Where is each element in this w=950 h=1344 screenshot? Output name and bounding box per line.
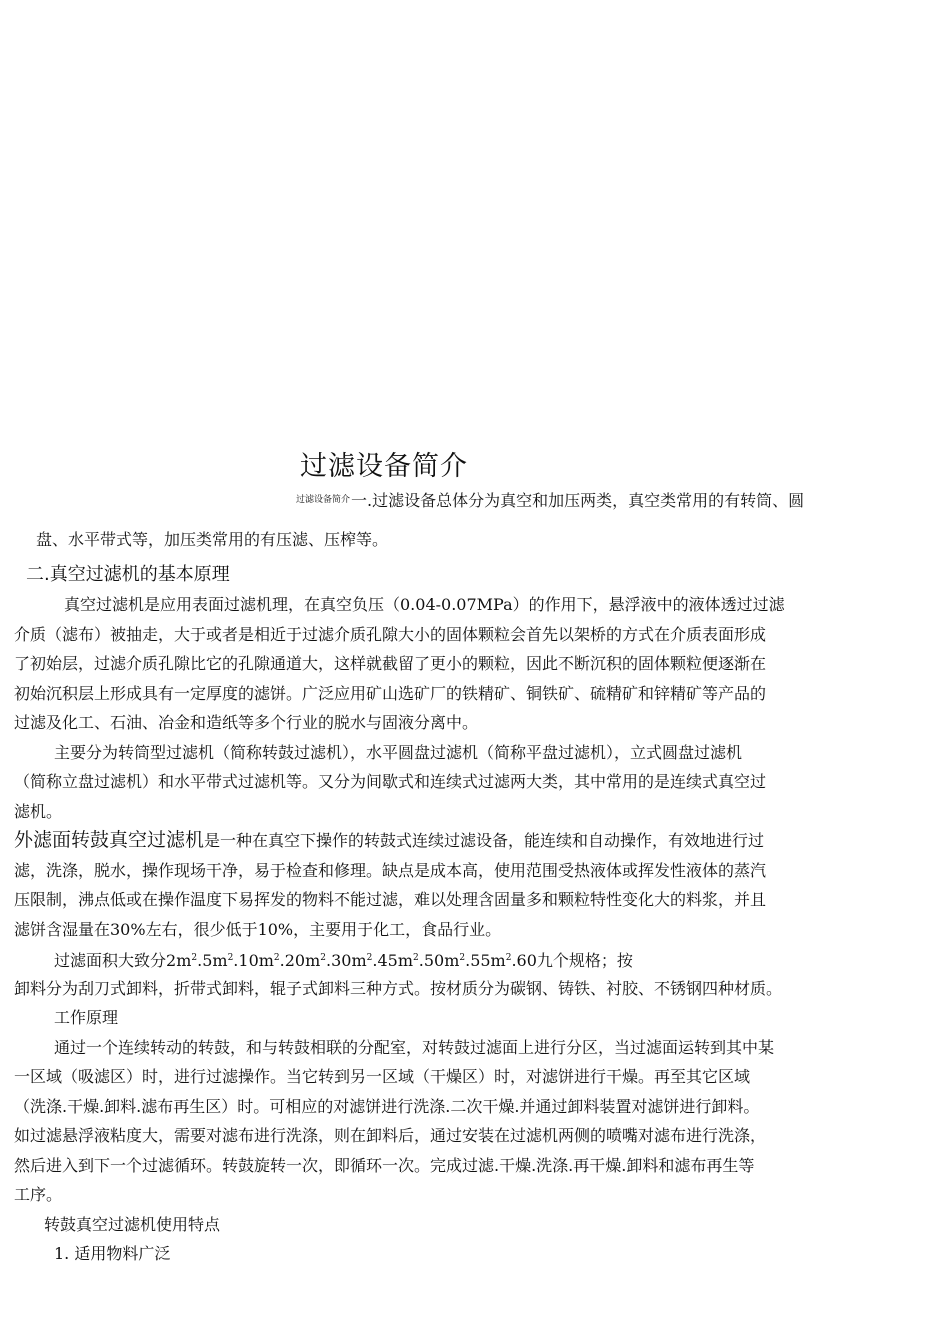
para-d-line: 工序。 [14, 1185, 63, 1204]
area-item: 5m [202, 951, 228, 970]
para-d-line: 如过滤悬浮液粘度大，需要对滤布进行洗涤，则在卸料后，通过安装在过滤机两侧的喷嘴对滤布进行洗涤， [14, 1126, 767, 1145]
small-heading-note: 过滤设备简介 [296, 495, 351, 505]
area-item: 50m [423, 951, 460, 970]
para-c-text: 是一种在真空下操作的转鼓式连续过滤设备，能连续和自动操作，有效地进行过 [204, 831, 765, 850]
section-heading-vacuum: 二.真空过滤机的基本原理 [26, 564, 230, 585]
para-c-line [14, 826, 785, 856]
area-sup: 2 [320, 953, 327, 963]
para-c-line: 滤饼含湿量在30%左右，很少低于10%，主要用于化工，食品行业。 [14, 919, 502, 939]
area-prefix: 过滤面积大致分 [54, 951, 167, 970]
area-item: 10m [238, 951, 274, 970]
para-b-line: 主要分为转筒型过滤机（简称转鼓过滤机），水平圆盘过滤机（简称平盘过滤机），立式圆盘过滤机 [54, 742, 743, 762]
area-item: 45m [377, 951, 413, 970]
work-principle-heading: 工作原理 [54, 1008, 119, 1027]
para-d-line: 一区域（吸滤区）时，进行过滤操作。当它转到另一区域（干燥区）时，对滤饼进行干燥。再至其它区域 [14, 1067, 751, 1086]
intro-line-2: 盘、水平带式等，加压类常用的有压滤、压榨等。 [36, 530, 389, 549]
para-d-line: （洗涤.干燥.卸料.滤布再生区）时。可相应的对滤饼进行洗涤.二次干燥.并通过卸料装置对滤饼进行卸料。 [14, 1096, 760, 1116]
area-sup: 2 [413, 953, 419, 963]
area-suffix: 60九个规格；按 [516, 951, 633, 970]
intro-line-1: 一.过滤设备总体分为真空和加压两类，真空类常用的有转筒、圆 [351, 491, 805, 510]
intro-paragraph [296, 488, 926, 513]
para-d-line: 通过一个连续转动的转鼓，和与转鼓相联的分配室，对转鼓过滤面上进行分区，当过滤面运转到其中某 [54, 1037, 775, 1057]
page-title: 过滤设备简介 [300, 451, 468, 482]
para-c-lead: 外滤面转鼓真空过滤机 [14, 829, 205, 851]
para-a-line: 介质（滤布）被抽走，大于或者是相近于过滤介质孔隙大小的固体颗粒会首先以架桥的方式在介质表面形成 [14, 624, 767, 644]
feature-item: 1. 适用物料广泛 [54, 1244, 171, 1263]
body-text [14, 590, 785, 1269]
area-sup: 2 [227, 953, 234, 963]
area-sup: 2 [366, 953, 373, 963]
area-sup: 2 [191, 953, 198, 963]
area-item: 20m [284, 951, 321, 970]
para-a-line: 真空过滤机是应用表面过滤机理，在真空负压（0.04-0.07MPa）的作用下，悬浮液中的液体透过过滤 [64, 595, 785, 614]
area-item: 55m [470, 951, 506, 970]
para-b-line: （简称立盘过滤机）和水平带式过滤机等。又分为间歇式和连续式过滤两大类，其中常用的是连续式真空过 [14, 772, 767, 791]
para-c-line: 压限制，沸点低或在操作温度下易挥发的物料不能过滤，难以处理含固量多和颗粒特性变化大的料浆，并且 [14, 890, 767, 909]
para-a-line: 过滤及化工、石油、冶金和造纸等多个行业的脱水与固液分离中。 [14, 713, 479, 732]
para-c-line: 滤，洗涤，脱水，操作现场干净，易于检查和修理。缺点是成本高，使用范围受热液体或挥发性液体的蒸汽 [14, 860, 767, 880]
para-d-line: 然后进入到下一个过滤循环。转鼓旋转一次，即循环一次。完成过滤.干燥.洗涤.再干燥.卸料和滤布再生等 [14, 1155, 755, 1175]
area-item: 2m [166, 951, 192, 970]
area-spec-line: 过滤面积大致分$2m^2.5m^2.10m^2.20m^2.30m^2.45m^2.50m^2.55m^2.60$九个规格；按 [54, 951, 633, 970]
para-a-line: 初始沉积层上形成具有一定厚度的滤饼。广泛应用矿山选矿厂的铁精矿、铜铁矿、硫精矿和锌精矿等产品的 [14, 683, 767, 703]
area-sup: 2 [459, 953, 466, 963]
para-a-line: 了初始层，过滤介质孔隙比它的孔隙通道大，这样就截留了更小的颗粒，因此不断沉积的固体颗粒便逐渐在 [14, 654, 767, 673]
area-item: 30m [331, 951, 367, 970]
area-sup: 2 [273, 953, 280, 963]
area-sup: 2 [505, 953, 512, 963]
feature-heading: 转鼓真空过滤机使用特点 [44, 1214, 221, 1234]
unload-line: 卸料分为刮刀式卸料，折带式卸料，辊子式卸料三种方式。按材质分为碳钢、铸铁、衬胶、不锈钢四种材质。 [14, 978, 783, 998]
para-b-line: 滤机。 [14, 801, 63, 821]
